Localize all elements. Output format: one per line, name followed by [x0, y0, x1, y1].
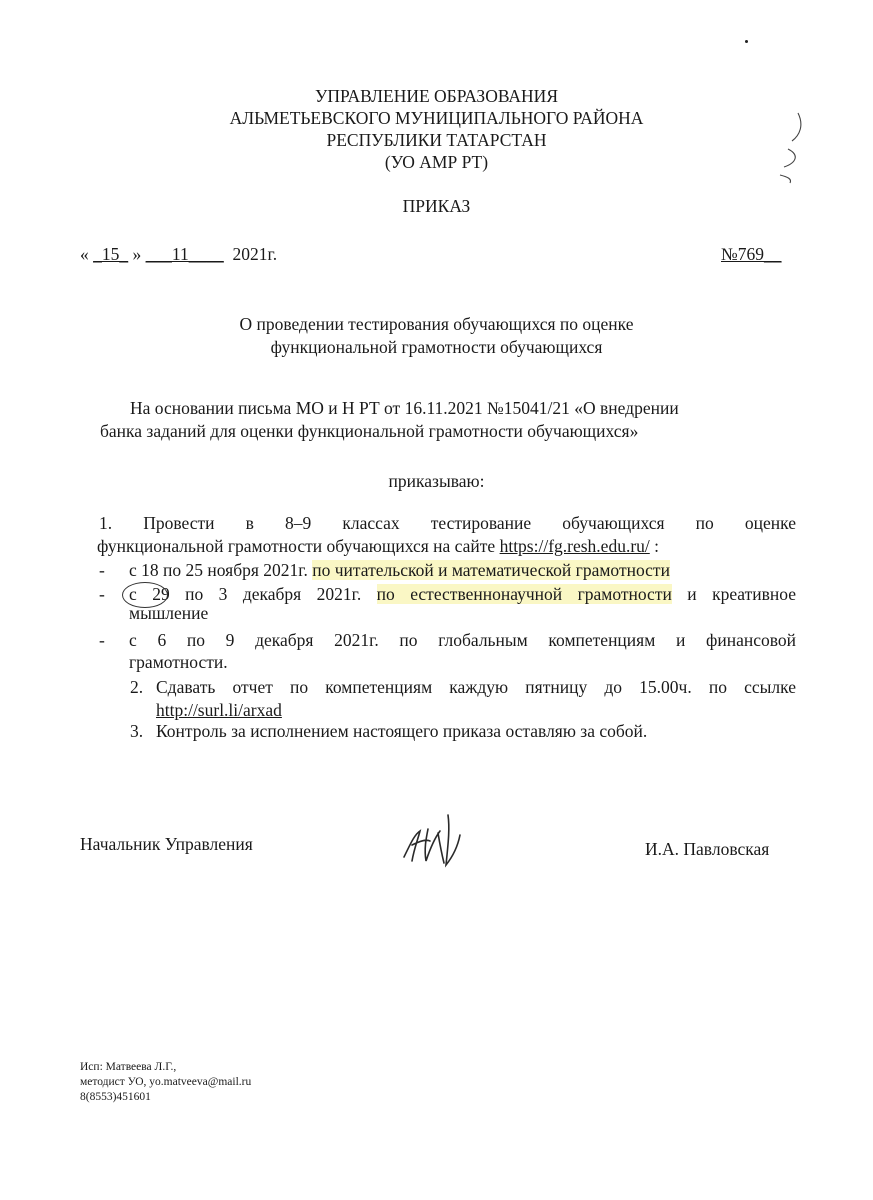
circled-date: с 29 [129, 584, 170, 604]
subject-line-2: функциональной грамотности обучающихся [270, 337, 603, 357]
surl-link[interactable]: http://surl.li/arxad [156, 700, 282, 720]
item-2-line-1: Сдавать отчет по компетенциям каждую пятницу до 15.00ч. по ссылке [156, 677, 796, 697]
signer-name: И.А. Павловская [645, 839, 770, 859]
bullet-1-highlight: по читательской и математической грамотности [312, 560, 670, 580]
bullet-reading-math [99, 559, 796, 581]
header-line-4: (УО АМР РТ) [384, 152, 489, 172]
order-item-3 [130, 720, 796, 743]
bullet-2-highlight: по естественнонаучной грамотности [376, 584, 672, 604]
bullet-dash: - [99, 630, 105, 650]
bullet-2-line-2: мышление [129, 603, 209, 623]
header-line-2: АЛЬМЕТЬЕВСКОГО МУНИЦИПАЛЬНОГО РАЙОНА [229, 108, 644, 128]
order-subject [0, 313, 873, 359]
bullet-3-line-1: с 6 по 9 декабря 2021г. по глобальным компетенциям и финансовой [129, 630, 796, 650]
item-1-line-2-end: : [649, 536, 660, 556]
date-close-quote: » [128, 244, 146, 264]
order-title: ПРИКАЗ [402, 196, 471, 216]
order-date [80, 244, 277, 265]
order-number: №769__ [721, 244, 782, 264]
date-month: ___11____ [145, 244, 224, 264]
item-2-line-2 [156, 699, 796, 722]
bullet-1-dates: с 18 по 25 ноября 2021г. [129, 560, 313, 580]
handwritten-signature-icon [398, 805, 468, 875]
item-1-line-2 [97, 535, 796, 558]
bullet-global-finance [99, 629, 796, 673]
item-1-line-1: 1. Провести в 8–9 классах тестирование обучающихся по оценке [99, 513, 796, 533]
date-year: 2021г. [223, 244, 278, 264]
header-line-3: РЕСПУБЛИКИ ТАТАРСТАН [326, 130, 547, 150]
bullet-dash: - [99, 560, 105, 580]
decree-word: приказываю: [388, 471, 485, 491]
header-line-1: УПРАВЛЕНИЕ ОБРАЗОВАНИЯ [314, 86, 558, 106]
scan-dot [745, 40, 748, 43]
resh-site-link[interactable]: https://fg.resh.edu.ru/ [499, 536, 650, 556]
executor-info [80, 1060, 251, 1105]
subject-line-1: О проведении тестирования обучающихся по оценке [239, 314, 634, 334]
basis-line-1: На основании письма МО и Н РТ от 16.11.2021 №15041/21 «О внедрении [130, 398, 679, 418]
bullet-2-end: и креативное [671, 584, 796, 604]
date-open-quote: « [80, 244, 94, 264]
order-item-2 [130, 676, 796, 722]
bullet-2-dates: по 3 декабря 2021г. [169, 584, 377, 604]
bullet-2-line-1 [129, 583, 796, 605]
item-3-text: Контроль за исполнением настоящего приказа оставляю за собой. [156, 721, 648, 741]
bullet-1-text [129, 559, 796, 581]
order-item-1 [99, 512, 796, 558]
executor-line-2: методист УО, yo.matveeva@mail.ru [80, 1076, 252, 1088]
order-basis [100, 397, 810, 443]
basis-line-2: банка заданий для оценки функциональной грамотности обучающихся» [100, 421, 639, 441]
bullet-science [99, 583, 796, 621]
organization-header [0, 85, 873, 173]
bullet-3-line-2: грамотности. [129, 652, 228, 672]
bullet-dash: - [99, 584, 105, 604]
item-3-number: 3. [130, 721, 144, 741]
item-2-number: 2. [130, 677, 144, 697]
signer-position: Начальник Управления [80, 834, 253, 854]
executor-phone: 8(8553)451601 [80, 1091, 151, 1103]
date-day: _15_ [93, 244, 129, 264]
executor-line-1: Исп: Матвеева Л.Г., [80, 1061, 177, 1073]
item-1-line-2-text: функциональной грамотности обучающихся на сайте [97, 536, 500, 556]
